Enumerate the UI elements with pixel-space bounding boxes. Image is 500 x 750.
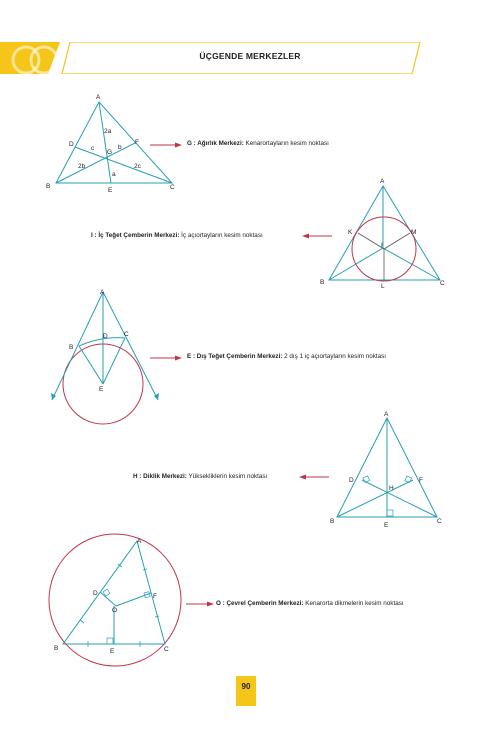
vertex-label-b: B: [46, 183, 51, 190]
centroid-label-g: G: [107, 149, 113, 156]
point-label-f: F: [419, 477, 423, 484]
point-label-e: E: [110, 648, 115, 655]
point-label-d: D: [93, 590, 98, 597]
segment-label-2a: 2a: [104, 128, 112, 135]
point-label-f: F: [135, 139, 139, 146]
desc-excircle: 2 dış 1 iç açıortayların kesim noktası: [282, 353, 387, 360]
segment-label-c: c: [91, 145, 95, 152]
point-label-f: F: [153, 593, 157, 600]
point-label-m: M: [411, 229, 417, 236]
segment-label-2c: 2c: [134, 163, 141, 170]
arrow-right-icon: [186, 602, 214, 607]
vertex-label-b: B: [54, 645, 59, 652]
vertex-label-b: B: [330, 518, 335, 525]
vertex-label-c: C: [440, 280, 445, 287]
term-excircle: E : Dış Teğet Çemberin Merkezi:: [187, 353, 283, 360]
segment-label-2b: 2b: [78, 163, 86, 170]
vertex-label-c: C: [124, 331, 129, 338]
caption-circumcircle: [216, 600, 404, 608]
vertex-label-a: A: [380, 178, 385, 185]
vertex-label-a: A: [100, 289, 105, 296]
desc-incircle: İç açıortayların kesim noktası: [179, 232, 263, 239]
point-label-k: K: [348, 229, 353, 236]
orthocenter-label-h: H: [389, 485, 394, 492]
page-title: ÜÇGENDE MERKEZLER: [199, 51, 301, 61]
vertex-label-a: A: [384, 411, 389, 418]
circumcenter-label-o: O: [112, 607, 118, 614]
vertex-label-a: A: [96, 94, 101, 101]
vertex-label-a: A: [137, 538, 142, 545]
point-label-l: L: [381, 283, 385, 290]
segment-label-a: a: [112, 171, 116, 178]
point-label-d: D: [69, 141, 74, 148]
desc-centroid: Kenarortayların kesim noktası: [243, 140, 329, 147]
point-label-d: D: [103, 333, 108, 340]
term-incircle: I : İç Teğet Çemberin Merkezi:: [91, 232, 180, 239]
term-circumcircle: O : Çevrel Çemberin Merkezi:: [216, 600, 304, 607]
point-label-d: D: [349, 477, 354, 484]
desc-orthocenter: Yüksekliklerin kesim noktası: [186, 473, 268, 480]
incenter-label-i: I: [381, 242, 383, 249]
term-orthocenter: H : Diklik Merkezi:: [133, 473, 187, 480]
vertex-label-b: B: [320, 279, 325, 286]
segment-label-b: b: [118, 144, 122, 151]
vertex-label-c: C: [164, 646, 169, 653]
vertex-label-b: B: [69, 344, 74, 351]
excenter-label-e: E: [99, 386, 104, 393]
page-number-tab: [236, 676, 256, 706]
point-label-e: E: [384, 522, 389, 529]
point-label-e: E: [108, 187, 113, 194]
vertex-label-c: C: [437, 518, 442, 525]
vertex-label-c: C: [170, 184, 175, 191]
term-centroid: G : Ağırlık Merkezi:: [187, 140, 244, 147]
desc-circumcircle: Kenarorta dikmelerin kesim noktası: [303, 600, 404, 607]
page-number: 90: [241, 682, 251, 691]
